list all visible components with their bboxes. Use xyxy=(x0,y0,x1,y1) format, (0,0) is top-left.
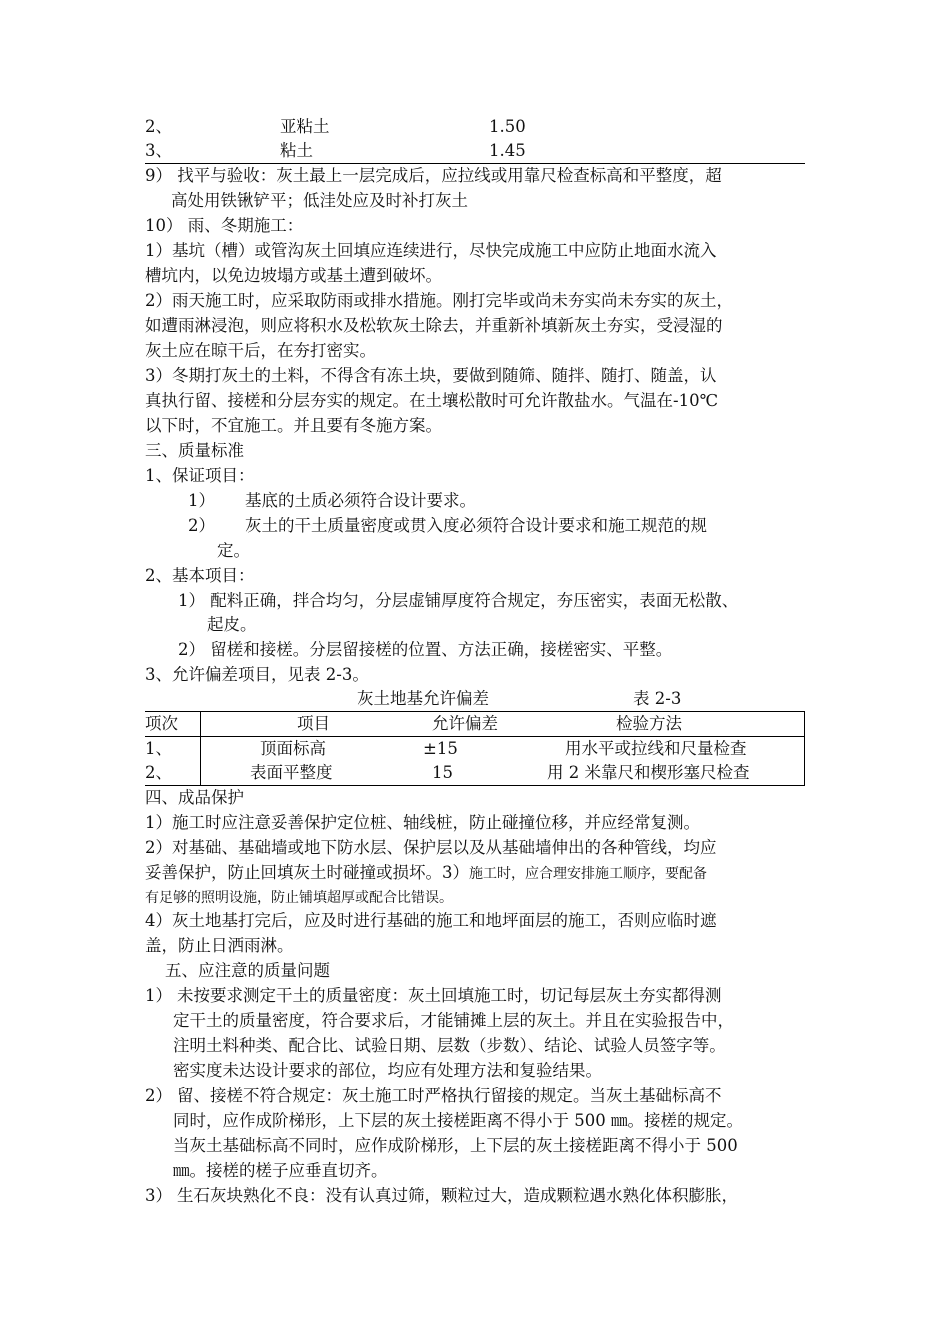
list-item-cont: 密实度未达设计要求的部位，均应有处理方法和复验结果。 xyxy=(173,1061,602,1080)
subsection-heading: 3、允许偏差项目，见表 2-3。 xyxy=(145,665,369,684)
list-item: 基底的土质必须符合设计要求。 xyxy=(245,491,476,510)
paragraph-line: 10） 雨、冬期施工： xyxy=(145,216,304,235)
table-cell: 用 2 米靠尺和楔形塞尺检查 xyxy=(547,763,750,782)
section-heading: 四、成品保护 xyxy=(145,788,244,807)
table-header: 检验方法 xyxy=(616,714,682,733)
paragraph-line: 3）冬期打灰土的土料，不得含有冻土块，要做到随筛、随拌、随打、随盖，认 xyxy=(145,366,717,385)
list-item: 生石灰块熟化不良：没有认真过筛，颗粒过大，造成颗粒遇水熟化体积膨胀， xyxy=(177,1186,738,1205)
table-cell: 亚粘土 xyxy=(280,117,330,136)
paragraph-line xyxy=(145,862,707,885)
list-item: 2） 留槎和接槎。分层留接槎的位置、方法正确，接槎密实、平整。 xyxy=(178,640,673,659)
list-item-cont: 注明土料种类、配合比、试验日期、层数（步数）、结论、试验人员签字等。 xyxy=(173,1036,726,1055)
list-item: 未按要求测定干土的质量密度：灰土回填施工时，切记每层灰土夯实都得测 xyxy=(177,986,722,1005)
table-cell: 顶面标高 xyxy=(260,739,326,758)
list-item-cont: ㎜。接槎的槎子应垂直切齐。 xyxy=(173,1161,388,1180)
table-cell: ±15 xyxy=(423,739,458,758)
list-number: 1） xyxy=(145,986,172,1005)
table-cell: 粘土 xyxy=(280,141,313,160)
table-top-rule xyxy=(145,711,805,712)
section-heading: 五、应注意的质量问题 xyxy=(165,961,330,980)
table-bottom-rule xyxy=(145,163,805,164)
paragraph-line: 灰土应在晾干后，在夯打密实。 xyxy=(145,341,376,360)
paragraph-line: 9） 找平与验收：灰土最上一层完成后，应拉线或用靠尺检查标高和平整度，超 xyxy=(145,166,722,185)
subsection-heading: 2、基本项目： xyxy=(145,566,255,585)
table-number: 表 2-3 xyxy=(633,689,682,708)
table-cell: 15 xyxy=(432,763,453,782)
paragraph-line: 2）雨天施工时，应采取防雨或排水措施。刚打完毕或尚未夯实尚未夯实的灰土， xyxy=(145,291,733,310)
table-header: 项目 xyxy=(297,714,330,733)
paragraph-text-small: 施工时，应合理安排施工顺序，要配备 xyxy=(469,866,707,882)
section-heading: 三、质量标准 xyxy=(145,441,244,460)
list-item: 留、接槎不符合规定：灰土施工时严格执行留接的规定。当灰土基础标高不 xyxy=(177,1086,722,1105)
table-cell: 2、 xyxy=(145,763,172,782)
list-number: 2） xyxy=(145,1086,172,1105)
table-right-rule xyxy=(804,711,805,785)
paragraph-line: 以下时，不宜施工。并且要有冬施方案。 xyxy=(145,416,442,435)
paragraph-line-small: 有足够的照明设施，防止铺填超厚或配合比错误。 xyxy=(145,890,453,906)
list-item: 灰土的干土质量密度或贯入度必须符合设计要求和施工规范的规 xyxy=(245,516,707,535)
paragraph-line: 如遭雨淋浸泡，则应将积水及松软灰土除去，并重新补填新灰土夯实，受浸湿的 xyxy=(145,316,723,335)
subsection-heading: 1、保证项目： xyxy=(145,466,255,485)
table-col-rule xyxy=(200,711,201,785)
table-cell: 1.45 xyxy=(489,141,526,160)
table-header: 允许偏差 xyxy=(432,714,498,733)
paragraph-line: 高处用铁锹铲平；低洼处应及时补打灰土 xyxy=(171,191,468,210)
table-bottom-rule xyxy=(145,785,805,786)
table-cell: 2、 xyxy=(145,117,172,136)
list-item-cont: 起皮。 xyxy=(207,615,257,634)
table-header: 项次 xyxy=(145,714,178,733)
table-cell: 1.50 xyxy=(489,117,526,136)
list-item-cont: 定。 xyxy=(217,541,250,560)
paragraph-line: 盖，防止日洒雨淋。 xyxy=(145,936,294,955)
table-cell: 3、 xyxy=(145,141,172,160)
list-item: 1） 配料正确，拌合均匀，分层虚铺厚度符合规定，夯压密实，表面无松散、 xyxy=(178,591,739,610)
table-cell: 1、 xyxy=(145,739,172,758)
list-number: 2） xyxy=(188,516,215,535)
list-item-cont: 同时，应作成阶梯形，上下层的灰土接槎距离不得小于 500 ㎜。接槎的规定。 xyxy=(173,1111,743,1130)
paragraph-line: 槽坑内，以免边坡塌方或基土遭到破坏。 xyxy=(145,266,442,285)
paragraph-line: 1）施工时应注意妥善保护定位桩、轴线桩，防止碰撞位移，并应经常复测。 xyxy=(145,813,700,832)
paragraph-line: 2）对基础、基础墙或地下防水层、保护层以及从基础墙伸出的各种管线，均应 xyxy=(145,838,717,857)
table-header-rule xyxy=(145,736,805,737)
paragraph-line: 真执行留、接槎和分层夯实的规定。在土壤松散时可允许散盐水。气温在-10℃ xyxy=(145,391,719,410)
list-item-cont: 定干土的质量密度，符合要求后，才能铺摊上层的灰土。并且在实验报告中， xyxy=(173,1011,734,1030)
list-item-cont: 当灰土基础标高不同时，应作成阶梯形，上下层的灰土接槎距离不得小于 500 xyxy=(173,1136,738,1155)
paragraph-text: 妥善保护，防止回填灰土时碰撞或损坏。3） xyxy=(145,863,469,882)
paragraph-line: 1）基坑（槽）或管沟灰土回填应连续进行，尽快完成施工中应防止地面水流入 xyxy=(145,241,717,260)
list-number: 3） xyxy=(145,1186,172,1205)
table-cell: 表面平整度 xyxy=(250,763,333,782)
table-cell: 用水平或拉线和尺量检查 xyxy=(565,739,747,758)
table-caption: 灰土地基允许偏差 xyxy=(357,689,489,708)
list-number: 1） xyxy=(188,491,215,510)
paragraph-line: 4）灰土地基打完后，应及时进行基础的施工和地坪面层的施工，否则应临时遮 xyxy=(145,911,717,930)
